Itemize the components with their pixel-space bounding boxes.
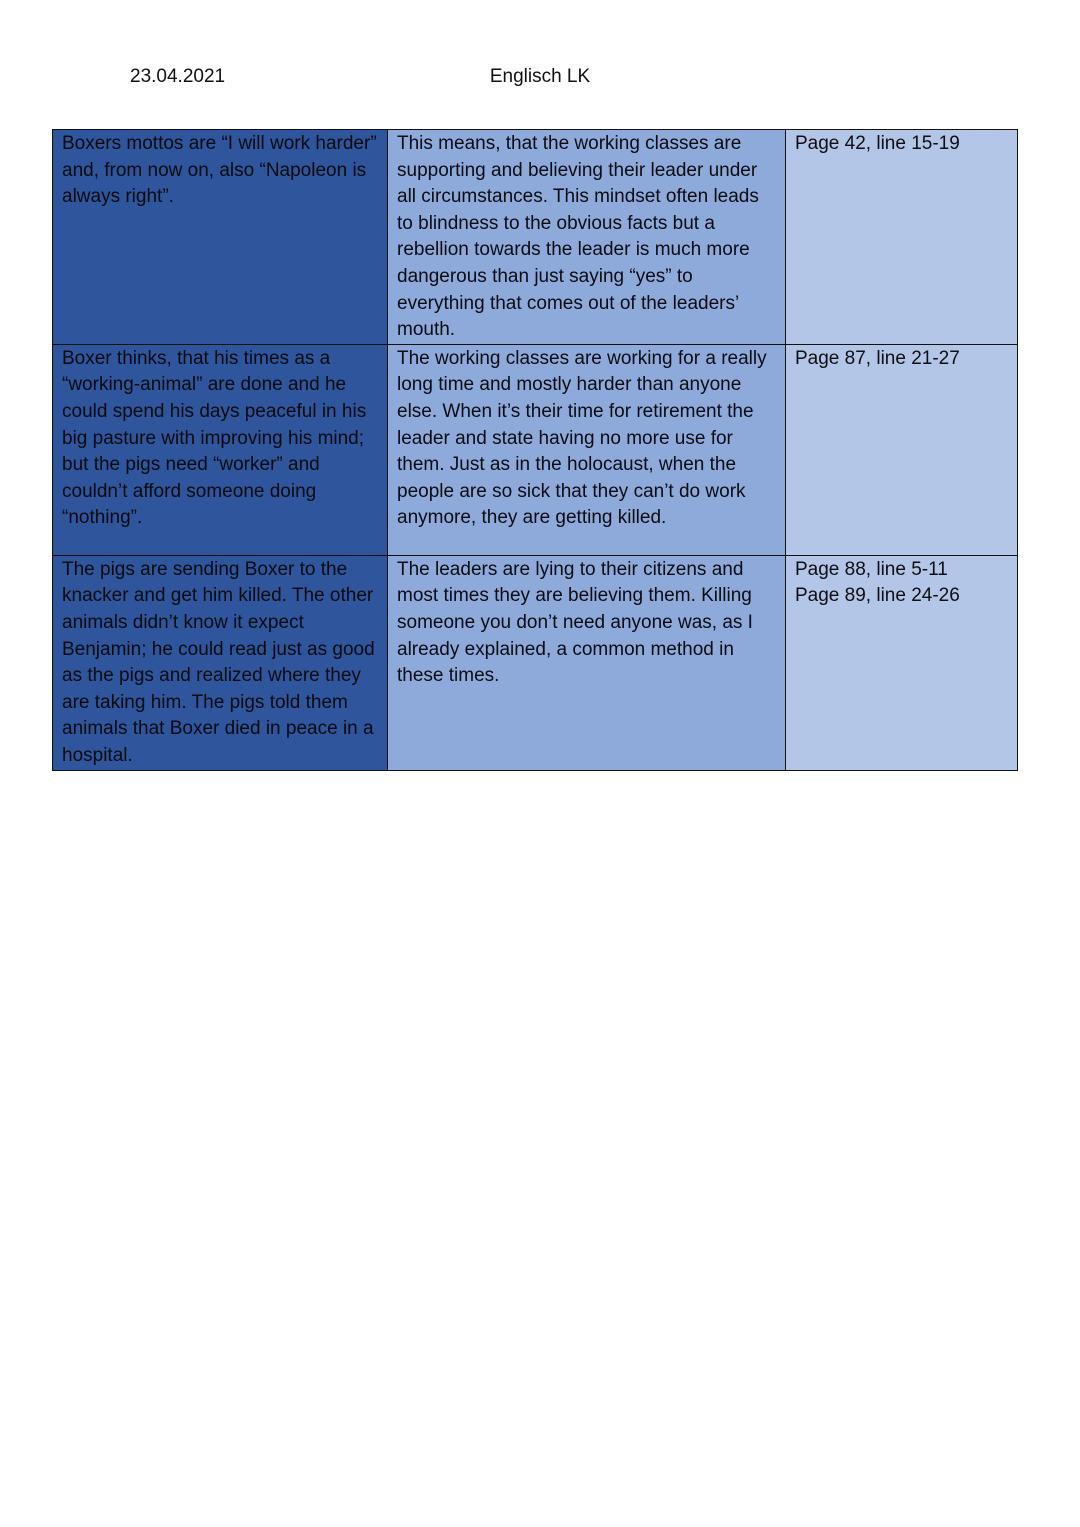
- reference-cell: [786, 555, 1018, 770]
- page-header: [0, 66, 1080, 92]
- meaning-cell: The working classes are working for a really long time and mostly harder than anyone else. When it’s their time for retirement the leader and state having no more use for them. Just as in the holocaust, when the people are so sick that they can’t do work anymore, they are getting killed.: [388, 344, 786, 555]
- meaning-cell: This means, that the working classes are supporting and believing their leader under all circumstances. This mindset often leads to blindness to the obvious facts but a rebellion towards the leader is much more dangerous than just saying “yes” to everything that comes out of the leaders’ mouth.: [388, 130, 786, 345]
- reference-cell: [786, 130, 1018, 345]
- event-cell: Boxer thinks, that his times as a “working-animal” are done and he could spend his days peaceful in his big pasture with improving his mind; but the pigs need “worker” and couldn’t afford someone doing “nothing”.: [53, 344, 388, 555]
- page-reference: Page 42, line 15-19: [795, 133, 960, 154]
- page-reference: Page 88, line 5-11: [795, 558, 948, 580]
- page-reference: Page 89, line 24-26: [795, 585, 960, 607]
- page-reference: Page 87, line 21-27: [795, 347, 960, 369]
- header-date: 23.04.2021: [130, 66, 226, 87]
- event-cell: The pigs are sending Boxer to the knacker and get him killed. The other animals didn’t know it expect Benjamin; he could read just as good as the pigs and realized where they are taking him. The pigs told them animals that Boxer died in peace in a hospital.: [53, 555, 388, 770]
- event-cell: Boxers mottos are “I will work harder” and, from now on, also “Napoleon is always right”.: [53, 130, 388, 345]
- reference-cell: [786, 344, 1018, 555]
- analysis-table: [52, 129, 1018, 771]
- table-row: [53, 555, 1018, 770]
- header-course: Englisch LK: [489, 66, 591, 87]
- table-row: [53, 344, 1018, 555]
- meaning-cell: The leaders are lying to their citizens and most times they are believing them. Killing someone you don’t need anyone was, as I already explained, a common method in these times.: [388, 555, 786, 770]
- table-row: [53, 130, 1018, 345]
